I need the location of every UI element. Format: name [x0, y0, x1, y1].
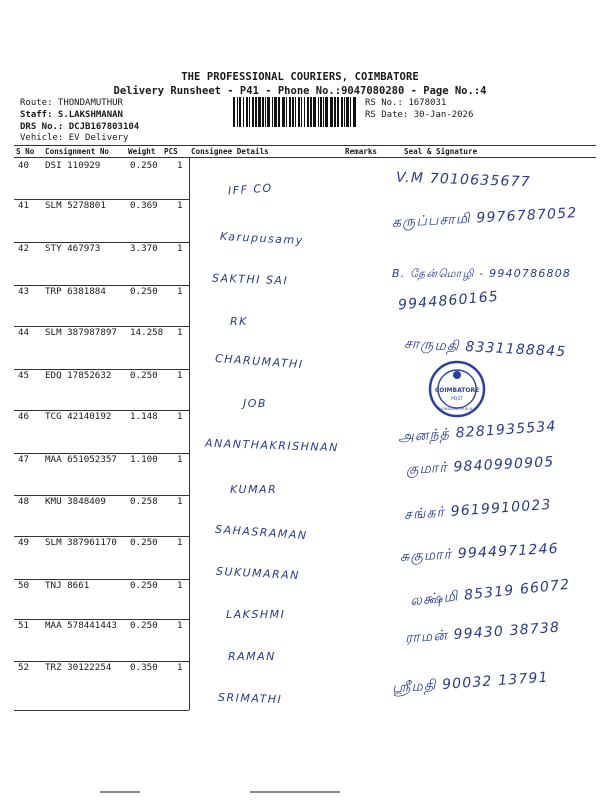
seal-text-mid: COIMBATORE: [434, 387, 480, 394]
row-divider: [14, 242, 189, 243]
handwritten-consignee-name: SAHASRAMAN: [214, 522, 309, 543]
col-header-remarks: Remarks: [345, 147, 378, 156]
post-office-seal-stamp: [428, 360, 486, 418]
handwritten-signature: ஸ்ரீமதி 90032 13791: [391, 669, 550, 697]
col-header-seal: Seal & Signature: [404, 147, 478, 156]
row-weight: 0.369: [130, 200, 158, 211]
row-consignment-number: EDQ 17852632: [45, 370, 112, 381]
row-weight: 0.258: [130, 496, 158, 507]
row-weight: 0.250: [130, 537, 158, 548]
row-serial-number: 44: [18, 327, 30, 338]
row-serial-number: 46: [18, 411, 30, 422]
handwritten-consignee-name: SAKTHI SAI: [211, 271, 289, 288]
row-consignment-number: MAA 578441443: [45, 620, 117, 631]
row-consignment-number: KMU 3848409: [45, 496, 106, 507]
col-header-pcs: PCS: [164, 147, 178, 156]
handwritten-consignee-name: KUMAR: [230, 483, 278, 496]
row-pieces: 1: [177, 411, 183, 422]
row-weight: 1.148: [130, 411, 158, 422]
table-top-border: [14, 145, 596, 146]
handwritten-signature: அனந்த் 8281935534: [397, 418, 558, 446]
handwritten-signature: சுகுமார் 9944971246: [399, 540, 560, 566]
row-divider: [14, 579, 189, 580]
row-weight: 0.250: [130, 370, 158, 381]
handwritten-signature: V.M 7010635677: [395, 169, 532, 191]
row-serial-number: 40: [18, 160, 30, 171]
row-serial-number: 51: [18, 620, 30, 631]
drs-label: DRS No.: DCJB167803104: [20, 122, 140, 132]
row-pieces: 1: [177, 580, 183, 591]
row-weight: 3.370: [130, 243, 158, 254]
staff-label: Staff: S.LAKSHMANAN: [20, 110, 123, 120]
row-weight: 0.250: [130, 620, 158, 631]
row-weight: 1.100: [130, 454, 158, 465]
row-consignment-number: TRZ 30122254: [45, 662, 112, 673]
handwritten-consignee-name: SUKUMARAN: [215, 564, 301, 583]
seal-text-top: POST: [451, 397, 463, 402]
col-header-weight: Weight: [128, 147, 156, 156]
row-pieces: 1: [177, 662, 183, 673]
handwritten-consignee-name: SRIMATHI: [217, 690, 283, 707]
handwritten-consignee-name: ANANTHAKRISHNAN: [204, 436, 340, 455]
row-weight: 14.258: [130, 327, 164, 338]
route-label: Route: THONDAMUTHUR: [20, 98, 123, 108]
row-weight: 0.350: [130, 662, 158, 673]
table-header-border: [14, 157, 596, 158]
handwritten-consignee-name: IFF CO: [227, 181, 274, 198]
row-serial-number: 52: [18, 662, 30, 673]
consignee-column-border: [189, 158, 190, 710]
col-header-consignment: Consignment No: [45, 147, 110, 156]
col-header-consignee: Consignee Details: [191, 147, 269, 156]
footer-scan-marks: [100, 790, 350, 794]
handwritten-signature: சாருமதி 8331188845: [403, 335, 567, 361]
handwritten-consignee-name: JOB: [243, 397, 267, 410]
row-consignment-number: SLM 387987897: [45, 327, 117, 338]
rs-date: RS Date: 30-Jan-2026: [365, 110, 474, 120]
row-weight: 0.250: [130, 286, 158, 297]
row-serial-number: 41: [18, 200, 30, 211]
row-serial-number: 50: [18, 580, 30, 591]
handwritten-signature: 9944860165: [397, 288, 500, 314]
handwritten-signature: சங்கர் 9619910023: [403, 496, 553, 524]
handwritten-consignee-name: RK: [230, 315, 248, 328]
row-pieces: 1: [177, 243, 183, 254]
row-consignment-number: TCG 42140192: [45, 411, 112, 422]
row-pieces: 1: [177, 454, 183, 465]
row-weight: 0.250: [130, 160, 158, 171]
row-serial-number: 48: [18, 496, 30, 507]
col-header-sno: S No: [16, 147, 35, 156]
row-serial-number: 43: [18, 286, 30, 297]
handwritten-signature: குமார் 9840990905: [405, 454, 555, 478]
seal-text-bottom: THONDAMUTHUR B.O.: [437, 407, 477, 411]
row-pieces: 1: [177, 327, 183, 338]
handwritten-signature: B. தேன்மொழி - 9940786808: [392, 267, 572, 280]
row-serial-number: 49: [18, 537, 30, 548]
row-pieces: 1: [177, 496, 183, 507]
row-serial-number: 42: [18, 243, 30, 254]
row-consignment-number: SLM 5278801: [45, 200, 106, 211]
row-consignment-number: TNJ 8661: [45, 580, 90, 591]
row-consignment-number: DSI 110929: [45, 160, 101, 171]
handwritten-consignee-name: Karupusamy: [219, 229, 305, 248]
row-pieces: 1: [177, 537, 183, 548]
row-consignment-number: TRP 6381884: [45, 286, 106, 297]
company-title: THE PROFESSIONAL COURIERS, COIMBATORE: [181, 71, 419, 83]
handwritten-signature: ராமன் 99430 38738: [404, 619, 561, 647]
row-consignment-number: STY 467973: [45, 243, 101, 254]
handwritten-consignee-name: LAKSHMI: [226, 608, 286, 621]
row-divider: [14, 710, 189, 711]
row-pieces: 1: [177, 286, 183, 297]
runsheet-title: Delivery Runsheet - P41 - Phone No.:9047080280 - Page No.:4: [113, 85, 487, 97]
row-pieces: 1: [177, 200, 183, 211]
row-serial-number: 45: [18, 370, 30, 381]
rs-number: RS No.: 1678031: [365, 98, 447, 108]
row-pieces: 1: [177, 620, 183, 631]
handwritten-consignee-name: CHARUMATHI: [214, 351, 304, 372]
handwritten-consignee-name: RAMAN: [228, 650, 276, 663]
row-weight: 0.250: [130, 580, 158, 591]
row-pieces: 1: [177, 160, 183, 171]
row-consignment-number: SLM 387961170: [45, 537, 117, 548]
row-consignment-number: MAA 651052357: [45, 454, 117, 465]
row-pieces: 1: [177, 370, 183, 381]
vehicle-label: Vehicle: EV Delivery: [20, 133, 129, 143]
handwritten-signature: லக்ஷ்மி 85319 66072: [409, 576, 572, 610]
handwritten-signature: கருப்பசாமி 9976787052: [391, 205, 578, 231]
row-serial-number: 47: [18, 454, 30, 465]
barcode-image: [233, 97, 360, 127]
